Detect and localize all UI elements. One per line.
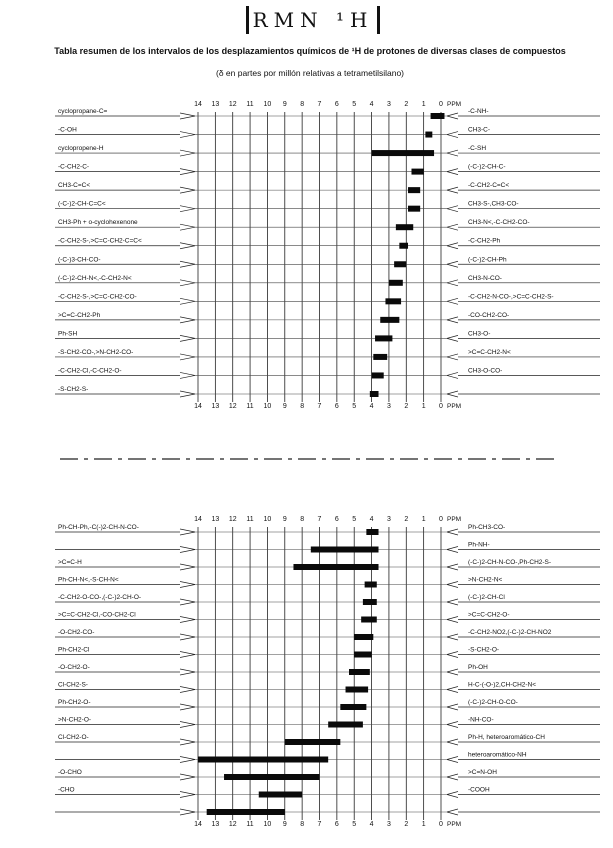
row-wedge-left (180, 172, 195, 175)
row-wedge-right (447, 243, 458, 246)
row-wedge-right (447, 135, 458, 138)
unit-label-bottom: PPM (447, 403, 462, 410)
tick-label-top: 9 (282, 516, 287, 523)
row-wedge-right (447, 617, 458, 620)
shift-range-bar (394, 261, 406, 267)
row-wedge-right (447, 599, 458, 602)
row-label-left: Ph-CH-Ph,-C(-)2-CH-N-CO- (58, 524, 139, 531)
row-wedge-left (180, 704, 195, 707)
row-label-right: (-C-)2-CH-Cl (468, 594, 505, 601)
row-wedge-right (447, 669, 458, 672)
row-wedge-right (447, 246, 458, 249)
row-wedge-right (447, 567, 458, 570)
tick-label-bottom: 2 (404, 821, 409, 828)
row-wedge-right (447, 792, 458, 795)
row-wedge-right (447, 757, 458, 760)
row-wedge-right (447, 602, 458, 605)
row-wedge-left (180, 261, 195, 264)
row-wedge-left (180, 742, 195, 745)
tick-label-bottom: 0 (439, 403, 443, 410)
row-wedge-left (180, 187, 195, 190)
tick-label-top: 4 (369, 101, 374, 108)
row-label-right: (-C-)2-CH-N-CO-,Ph-CH2-S- (468, 559, 552, 566)
tick-label-top: 2 (404, 516, 409, 523)
row-wedge-left (180, 317, 195, 320)
tick-label-top: 8 (300, 516, 305, 523)
row-wedge-left (180, 812, 195, 815)
shift-range-bar (399, 243, 408, 249)
row-wedge-left (180, 582, 195, 585)
row-wedge-right (447, 280, 458, 283)
row-label-right: -C-NH- (468, 108, 489, 115)
shift-range-bar (207, 809, 285, 815)
tick-label-top: 3 (386, 516, 391, 523)
tick-label-bottom: 3 (386, 821, 391, 828)
row-wedge-right (447, 372, 458, 375)
row-wedge-right (447, 172, 458, 175)
row-wedge-right (447, 672, 458, 675)
tick-label-bottom: 2 (404, 403, 409, 410)
row-label-left: cyclopropane-C= (58, 108, 108, 115)
row-wedge-right (447, 298, 458, 301)
row-label-left: -C-CH2-C- (58, 163, 90, 171)
row-label-right: CH3-N<,-C-CH2-CO- (468, 219, 530, 227)
row-wedge-right (447, 394, 458, 397)
row-wedge-left (180, 599, 195, 602)
row-label-right: >C=C-CH2-O- (468, 611, 510, 619)
row-wedge-right (447, 637, 458, 640)
row-label-left: (-C-)3-CH-CO- (58, 256, 101, 264)
row-wedge-right (447, 264, 458, 267)
row-label-left: -O-CHO (58, 769, 82, 776)
row-wedge-left (180, 652, 195, 655)
row-wedge-right (447, 206, 458, 209)
row-wedge-right (447, 620, 458, 623)
row-wedge-right (447, 690, 458, 693)
tick-label-top: 6 (334, 101, 339, 108)
row-wedge-right (447, 338, 458, 341)
row-wedge-left (180, 617, 195, 620)
unit-label-top: PPM (447, 101, 462, 108)
row-wedge-left (180, 153, 195, 156)
row-label-left: >C=C-CH2-Cl,-CO-CH2-Cl (58, 611, 136, 619)
tick-label-bottom: 4 (369, 821, 374, 828)
row-label-right: >C=C-CH2-N< (468, 348, 511, 356)
row-wedge-left (180, 564, 195, 567)
row-wedge-right (447, 113, 458, 116)
row-label-right: -C-CH2-C=C< (468, 182, 510, 190)
row-wedge-left (180, 777, 195, 780)
row-wedge-left (180, 529, 195, 532)
tick-label-bottom: 13 (211, 821, 220, 828)
row-wedge-left (180, 687, 195, 690)
row-wedge-left (180, 335, 195, 338)
tick-label-bottom: 8 (300, 821, 305, 828)
tick-label-bottom: 11 (246, 403, 254, 410)
row-wedge-right (447, 169, 458, 172)
shift-range-bar (361, 617, 377, 623)
shift-range-bar (375, 335, 392, 341)
row-wedge-right (447, 357, 458, 360)
row-label-left: -CHO (58, 786, 75, 794)
row-wedge-left (180, 169, 195, 172)
tick-label-bottom: 12 (228, 403, 237, 410)
shift-range-bar (380, 317, 399, 323)
row-label-left: -C-OH (58, 126, 77, 134)
row-wedge-left (180, 602, 195, 605)
tick-label-bottom: 14 (194, 403, 202, 410)
row-wedge-left (180, 243, 195, 246)
shift-range-bar (293, 564, 378, 570)
tick-label-top: 7 (317, 516, 322, 523)
row-wedge-right (447, 585, 458, 588)
shift-range-bar (340, 704, 366, 710)
table-subcaption: (δ en partes por millón relativas a tetrametilsilano) (215, 68, 405, 78)
shift-range-bar (389, 280, 403, 286)
row-wedge-left (180, 116, 195, 119)
tick-label-top: 11 (246, 101, 254, 108)
row-label-right: (-C-)2-CH-O-CO- (468, 699, 518, 706)
shift-range-bar (411, 169, 423, 175)
tick-label-top: 0 (439, 516, 443, 523)
row-wedge-left (180, 550, 195, 553)
row-wedge-left (180, 150, 195, 153)
row-wedge-right (447, 550, 458, 553)
tick-label-bottom: 0 (439, 821, 443, 828)
shift-range-bar (372, 150, 434, 156)
tick-label-top: 2 (404, 101, 409, 108)
tick-label-top: 7 (317, 101, 322, 108)
tick-label-bottom: 11 (246, 821, 254, 828)
tick-label-top: 1 (421, 516, 426, 523)
shift-range-bar (346, 687, 369, 693)
row-wedge-right (447, 261, 458, 264)
row-wedge-left (180, 739, 195, 742)
row-wedge-left (180, 338, 195, 341)
page-title: RMN ¹H (246, 6, 380, 34)
row-wedge-right (447, 704, 458, 707)
row-wedge-right (447, 687, 458, 690)
row-label-left: cyclopropene-H (58, 145, 104, 153)
row-wedge-left (180, 113, 195, 116)
row-wedge-left (180, 246, 195, 249)
unit-label-bottom: PPM (447, 821, 462, 828)
row-wedge-left (180, 585, 195, 588)
row-wedge-right (447, 634, 458, 637)
row-wedge-left (180, 357, 195, 360)
row-wedge-left (180, 532, 195, 535)
row-label-right: Ph-NH- (468, 541, 490, 549)
row-label-left: (-C-)2-CH-N<,-C-CH2-N< (58, 274, 132, 282)
shift-range-bar (285, 739, 341, 745)
row-label-right: -C-CH2-Ph (468, 237, 501, 245)
row-wedge-right (447, 725, 458, 728)
shift-range-bar (396, 224, 413, 230)
tick-label-bottom: 1 (421, 821, 426, 828)
row-wedge-left (180, 190, 195, 193)
row-label-left: CH3-Ph + o-cyclohexenone (58, 219, 138, 227)
tick-label-top: 10 (263, 516, 272, 523)
tick-label-bottom: 13 (211, 403, 220, 410)
row-label-left: Ph-CH-N<,-S-CH-N< (58, 576, 119, 584)
tick-label-bottom: 8 (300, 403, 305, 410)
row-wedge-right (447, 224, 458, 227)
row-label-left: >C=C-CH2-Ph (58, 311, 101, 319)
row-label-right: >N-CH2-N< (468, 576, 503, 584)
row-wedge-right (447, 335, 458, 338)
row-label-right: -CO-CH2-CO- (468, 311, 510, 319)
tick-label-top: 5 (352, 516, 357, 523)
row-wedge-left (180, 394, 195, 397)
row-wedge-right (447, 532, 458, 535)
shift-range-bar (349, 669, 370, 675)
tick-label-top: 1 (421, 101, 426, 108)
row-wedge-right (447, 153, 458, 156)
shift-range-bar (311, 547, 379, 553)
row-label-left: -C-CH2-S-,>C=C-CH2-C=C< (58, 237, 142, 245)
tick-label-bottom: 6 (334, 821, 339, 828)
row-label-right: H-C-(-O-)2,CH-CH2-N< (468, 681, 537, 689)
row-label-right: (-C-)2-CH-C- (468, 163, 506, 171)
row-label-left: -O-CH2-O- (58, 664, 90, 671)
shift-range-bar (385, 298, 401, 304)
tick-label-top: 9 (282, 101, 287, 108)
row-wedge-left (180, 224, 195, 227)
unit-label-top: PPM (447, 516, 462, 523)
row-wedge-left (180, 567, 195, 570)
row-wedge-right (447, 652, 458, 655)
row-label-right: >C=N-OH (468, 769, 497, 776)
row-label-right: -COOH (468, 786, 490, 794)
row-wedge-left (180, 725, 195, 728)
row-wedge-right (447, 777, 458, 780)
row-wedge-left (180, 280, 195, 283)
row-wedge-left (180, 320, 195, 323)
row-wedge-right (447, 739, 458, 742)
row-wedge-right (447, 209, 458, 212)
row-wedge-right (447, 722, 458, 725)
row-wedge-left (180, 391, 195, 394)
shift-range-bar (328, 722, 363, 728)
row-wedge-left (180, 672, 195, 675)
row-wedge-right (447, 187, 458, 190)
shift-range-bar (373, 354, 387, 360)
tick-label-top: 5 (352, 101, 357, 108)
tick-label-bottom: 10 (263, 821, 272, 828)
row-wedge-left (180, 206, 195, 209)
row-wedge-right (447, 809, 458, 812)
row-wedge-left (180, 792, 195, 795)
row-wedge-left (180, 774, 195, 777)
row-wedge-right (447, 227, 458, 230)
row-wedge-right (447, 320, 458, 323)
row-label-right: CH3-N-CO- (468, 274, 502, 282)
row-wedge-left (180, 209, 195, 212)
tick-label-bottom: 12 (228, 821, 237, 828)
table-caption: Tabla resumen de los intervalos de los desplazamientos químicos de ¹H de protones de diversas clases de compuestos (54, 46, 566, 56)
row-wedge-right (447, 547, 458, 550)
row-wedge-left (180, 707, 195, 710)
tick-label-bottom: 3 (386, 403, 391, 410)
shift-range-bar (259, 792, 302, 798)
row-wedge-right (447, 655, 458, 658)
row-wedge-left (180, 757, 195, 760)
row-wedge-right (447, 812, 458, 815)
tick-label-bottom: 5 (352, 821, 357, 828)
tick-label-top: 13 (211, 516, 220, 523)
row-wedge-left (180, 634, 195, 637)
row-wedge-right (447, 283, 458, 286)
row-label-right: Ph-OH (468, 664, 488, 671)
shift-range-bar (372, 372, 384, 378)
row-wedge-left (180, 354, 195, 357)
row-label-right: CH3-S-,CH3-CO- (468, 200, 519, 208)
tick-label-bottom: 9 (282, 403, 287, 410)
row-label-left: -S-CH2-CO-,>N-CH2-CO- (58, 348, 134, 356)
row-label-left: CH3-C=C< (58, 182, 91, 190)
row-wedge-right (447, 375, 458, 378)
row-wedge-right (447, 150, 458, 153)
shift-range-bar (198, 757, 328, 763)
row-wedge-left (180, 547, 195, 550)
row-wedge-right (447, 301, 458, 304)
tick-label-top: 4 (369, 516, 374, 523)
tick-label-top: 14 (194, 101, 202, 108)
tick-label-bottom: 1 (421, 403, 426, 410)
row-label-right: CH3-O-CO- (468, 367, 503, 375)
row-wedge-left (180, 301, 195, 304)
row-wedge-left (180, 283, 195, 286)
tick-label-top: 0 (439, 101, 443, 108)
row-label-right: (-C-)2-CH-Ph (468, 256, 507, 264)
row-wedge-left (180, 372, 195, 375)
row-wedge-right (447, 391, 458, 394)
row-wedge-right (447, 564, 458, 567)
row-label-right: Ph-H, heteroaromático-CH (468, 734, 545, 741)
row-wedge-right (447, 529, 458, 532)
row-wedge-right (447, 582, 458, 585)
row-wedge-left (180, 375, 195, 378)
row-wedge-right (447, 774, 458, 777)
row-wedge-left (180, 655, 195, 658)
row-label-right: CH3-O- (468, 330, 491, 338)
row-label-left: -O-CH2-CO- (58, 629, 95, 636)
tick-label-top: 8 (300, 101, 305, 108)
shift-range-bar (370, 391, 379, 397)
tick-label-top: 6 (334, 516, 339, 523)
row-wedge-left (180, 620, 195, 623)
row-wedge-right (447, 354, 458, 357)
tick-label-top: 14 (194, 516, 202, 523)
shift-range-bar (431, 113, 445, 119)
shift-range-bar (354, 652, 371, 658)
row-label-left: -S-CH2-S- (58, 386, 89, 393)
row-wedge-left (180, 637, 195, 640)
tick-label-bottom: 6 (334, 403, 339, 410)
tick-label-bottom: 7 (317, 821, 322, 828)
row-wedge-left (180, 132, 195, 135)
row-wedge-right (447, 190, 458, 193)
row-wedge-right (447, 707, 458, 710)
tick-label-top: 3 (386, 101, 391, 108)
tick-label-bottom: 4 (369, 403, 374, 410)
row-label-right: -C-CH2-NO2,(-C-)2-CH-NO2 (468, 629, 552, 636)
row-wedge-right (447, 742, 458, 745)
tick-label-bottom: 9 (282, 821, 287, 828)
row-label-left: >N-CH2-O- (58, 716, 92, 724)
row-label-left: -C-CH2-S-,>C=C-CH2-CO- (58, 293, 137, 301)
row-wedge-left (180, 264, 195, 267)
shift-range-bar (366, 529, 378, 535)
shift-range-bar (408, 206, 420, 212)
shift-range-bar (363, 599, 377, 605)
shift-range-bar (354, 634, 373, 640)
row-label-left: Cl-CH2-S- (58, 681, 88, 689)
row-label-left: (-C-)2-CH-C=C< (58, 200, 106, 208)
shift-range-bar (365, 582, 377, 588)
tick-label-top: 12 (228, 101, 237, 108)
row-wedge-left (180, 690, 195, 693)
tick-label-top: 11 (246, 516, 254, 523)
row-label-right: -NH-CO- (468, 716, 494, 724)
row-label-right: -S-CH2-O- (468, 646, 500, 654)
row-label-left: Ph-CH2-O- (58, 699, 91, 706)
row-wedge-right (447, 317, 458, 320)
row-wedge-right (447, 132, 458, 135)
row-wedge-left (180, 795, 195, 798)
row-label-right: Ph-CH3-CO- (468, 524, 506, 531)
row-label-left: Cl-CH2-O- (58, 734, 89, 741)
row-label-right: -C-CH2-N-CO-,>C=C-CH2-S- (468, 293, 554, 301)
row-label-right: CH3-C- (468, 126, 491, 134)
row-wedge-left (180, 298, 195, 301)
row-label-left: Ph-SH (58, 330, 78, 338)
row-label-left: >C=C-H (58, 559, 82, 566)
row-wedge-left (180, 722, 195, 725)
tick-label-top: 10 (263, 101, 272, 108)
row-label-right: heteroaromático-NH (468, 751, 527, 759)
row-wedge-left (180, 135, 195, 138)
row-wedge-left (180, 809, 195, 812)
row-label-left: Ph-CH2-Cl (58, 646, 90, 654)
shift-range-bar (224, 774, 319, 780)
tick-label-bottom: 5 (352, 403, 357, 410)
row-wedge-right (447, 760, 458, 763)
tick-label-top: 12 (228, 516, 237, 523)
tick-label-bottom: 10 (263, 403, 272, 410)
row-wedge-right (447, 795, 458, 798)
row-wedge-left (180, 760, 195, 763)
tick-label-bottom: 14 (194, 821, 202, 828)
tick-label-top: 13 (211, 101, 220, 108)
row-wedge-right (447, 116, 458, 119)
shift-range-bar (408, 187, 420, 193)
row-label-left: -C-CH2-O-CO-,(-C-)2-CH-O- (58, 594, 142, 601)
row-wedge-left (180, 669, 195, 672)
row-label-left: -C-CH2-Cl,-C-CH2-O- (58, 367, 122, 375)
tick-label-bottom: 7 (317, 403, 322, 410)
row-wedge-left (180, 227, 195, 230)
shift-range-bar (425, 132, 432, 138)
row-label-right: -C-SH (468, 145, 487, 153)
